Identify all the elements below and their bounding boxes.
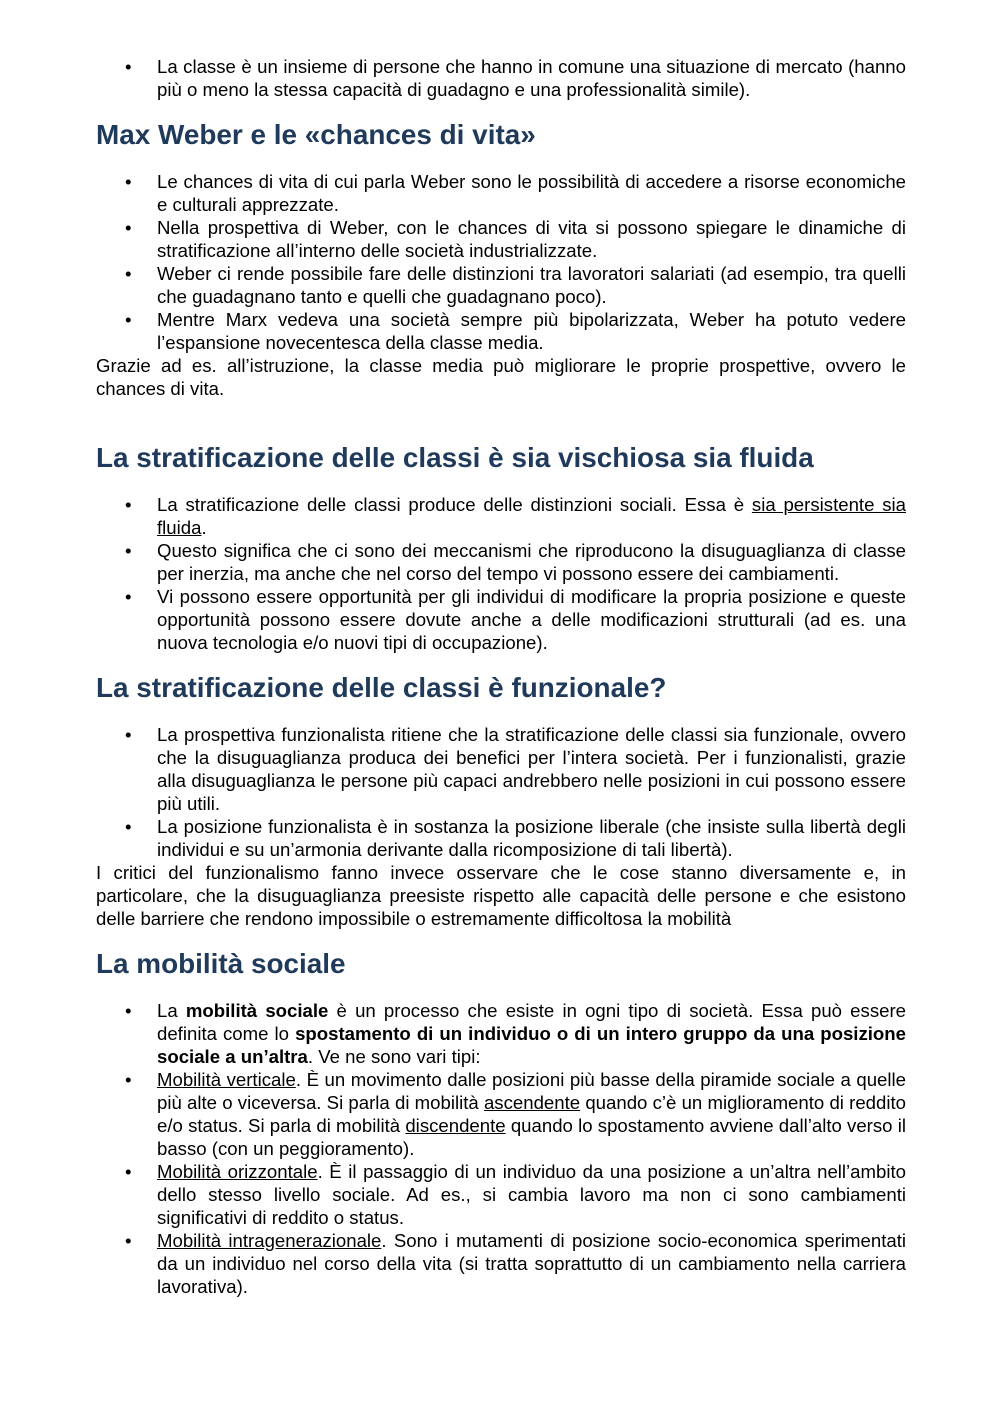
underlined-text: Mobilità verticale <box>157 1069 296 1090</box>
paragraph-weber: Grazie ad es. all’istruzione, la classe media può migliorare le proprie prospettive, ovvero le chances di vita. <box>96 355 906 399</box>
list-item: • La posizione funzionalista è in sostanza la posizione liberale (che insiste sulla libertà degli individui e su un’armonia derivante dalla ricomposizione di tali libertà). <box>96 815 906 861</box>
section-heading-funzionale: La stratificazione delle classi è funzionale? <box>96 672 667 703</box>
underlined-text: sia persistente sia fluida <box>157 494 907 538</box>
list-item: • La classe è un insieme di persone che hanno in comune una situazione di mercato (hanno più o meno la stessa capacità di guadagno e una professionalità simile). <box>96 55 906 101</box>
bold-text: spostamento di un individuo o di un intero gruppo da una posizione sociale a un’altra <box>157 1023 906 1067</box>
text-span: La stratificazione delle classi produce delle distinzioni sociali. Essa è <box>157 494 752 515</box>
list-item: • Le chances di vita di cui parla Weber sono le possibilità di accedere a risorse economiche e culturali apprezzate. <box>96 170 906 216</box>
list-item: • Weber ci rende possibile fare delle distinzioni tra lavoratori salariati (ad esempio, tra quelli che guadagnano tanto e quelli che guadagnano poco). <box>96 262 906 308</box>
section-heading-mobilita: La mobilità sociale <box>96 948 346 979</box>
underlined-text: Mobilità intragenerazionale <box>157 1230 382 1251</box>
paragraph-funzionale: I critici del funzionalismo fanno invece osservare che le cose stanno diversamente e, in particolare, che la disuguaglianza preesiste rispetto alle capacità delle persone e che esistono delle barriere che rendono impossibile o estremamente difficoltosa la mobilità <box>96 862 906 929</box>
bullet-list-mobilita <box>96 999 906 1298</box>
text-span: . È il passaggio di un individuo da una posizione a un’altra nell’ambito dello stesso livello sociale. Ad es., si cambia lavoro ma non ci sono cambiamenti significativi di reddito o status. <box>157 1161 906 1228</box>
text-span: . <box>201 517 207 538</box>
list-item: • Vi possono essere opportunità per gli individui di modificare la propria posizione e queste opportunità possono essere dovute anche a delle modificazioni strutturali (ad es. una nuova tecnologia e/o nuovi tipi di occupazione). <box>96 585 906 654</box>
list-item <box>96 999 906 1068</box>
list-item: • Mentre Marx vedeva una società sempre più bipolarizzata, Weber ha potuto vedere l’espansione novecentesca della classe media. <box>96 308 906 354</box>
text-span: . Ve ne sono vari tipi: <box>307 1046 481 1067</box>
list-item <box>96 493 906 539</box>
document-page <box>96 55 906 1298</box>
bullet-list-weber <box>96 170 906 354</box>
list-item: • Questo significa che ci sono dei meccanismi che riproducono la disuguaglianza di classe per inerzia, ma anche che nel corso del tempo vi possono essere dei cambiamenti. <box>96 539 906 585</box>
text-span: La <box>157 1000 186 1021</box>
text-span: quando lo spostamento avviene dall’alto verso il basso (con un peggioramento). <box>157 1115 906 1159</box>
list-item <box>96 1160 906 1229</box>
list-item <box>96 1068 906 1160</box>
section-heading-vischiosa: La stratificazione delle classi è sia vischiosa sia fluida <box>96 442 814 473</box>
bold-text: mobilità sociale <box>185 1000 329 1021</box>
underlined-text: Mobilità orizzontale <box>157 1161 318 1182</box>
text-span: è un processo che esiste in ogni tipo di società. Essa può essere definita come lo <box>157 1000 906 1044</box>
underlined-text: ascendente <box>483 1092 581 1113</box>
text-span: quando c’è un miglioramento di reddito e/o status. Si parla di mobilità <box>157 1092 906 1136</box>
bullet-list-intro <box>96 55 906 101</box>
bullet-list-vischiosa <box>96 493 906 654</box>
bullet-list-funzionale <box>96 723 906 861</box>
text-span: . Sono i mutamenti di posizione socio-economica sperimentati da un individuo nel corso della vita (si tratta soprattutto di un cambiamento nella carriera lavorativa). <box>157 1230 906 1297</box>
section-heading-weber: Max Weber e le «chances di vita» <box>96 119 536 150</box>
list-item: • Nella prospettiva di Weber, con le chances di vita si possono spiegare le dinamiche di stratificazione all’interno delle società industrializzate. <box>96 216 906 262</box>
text-span: . È un movimento dalle posizioni più basse della piramide sociale a quelle più alte o viceversa. Si parla di mobilità <box>157 1069 906 1113</box>
list-item: • La prospettiva funzionalista ritiene che la stratificazione delle classi sia funzionale, ovvero che la disuguaglianza produca dei benefici per l’intera società. Per i funzionalisti, grazie alla disuguaglianza le persone più capaci andrebbero nelle posizioni in cui possono essere più utili. <box>96 723 906 815</box>
underlined-text: discendente <box>405 1115 506 1136</box>
list-item <box>96 1229 906 1298</box>
